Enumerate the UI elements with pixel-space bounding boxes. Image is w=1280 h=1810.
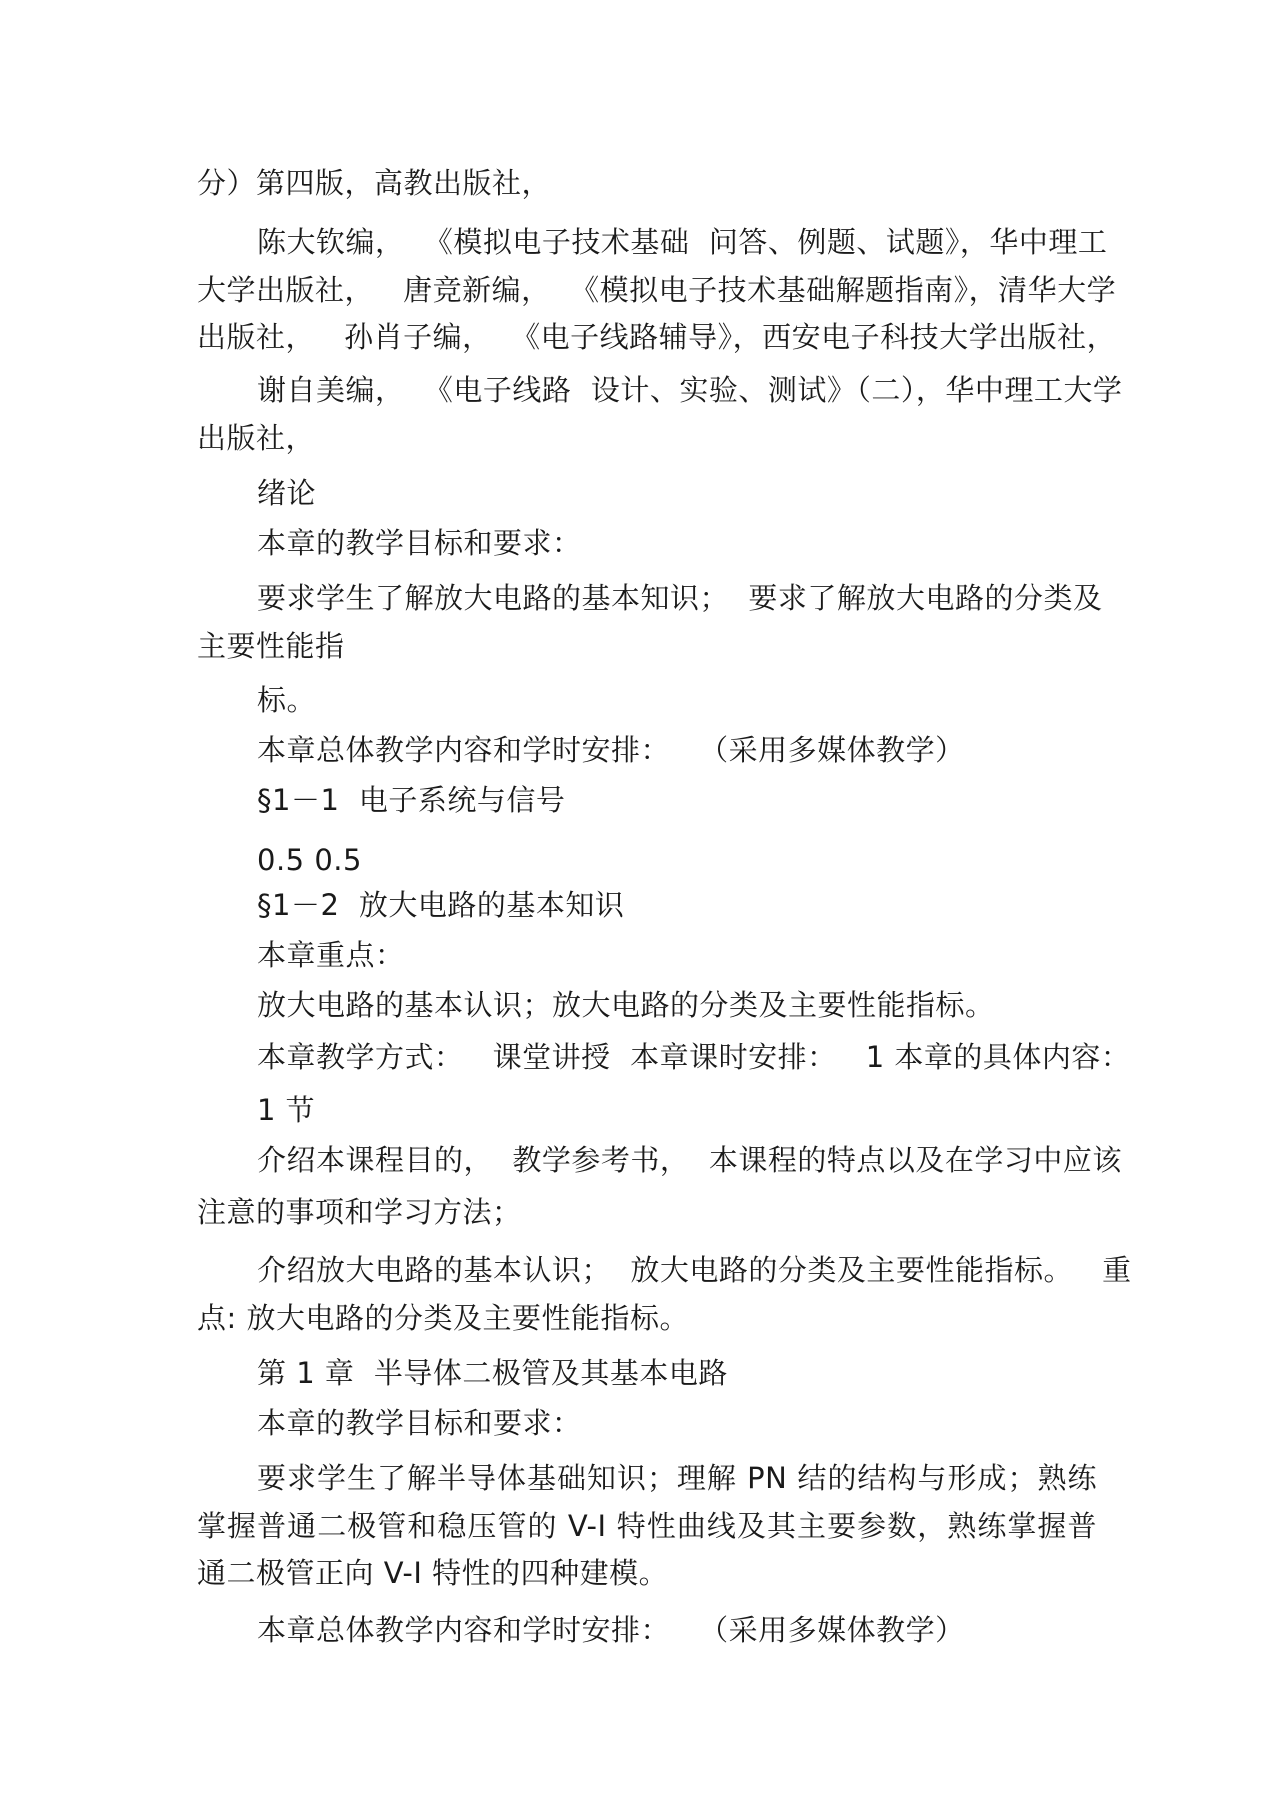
text-line: 点: 放大电路的分类及主要性能指标。 bbox=[197, 1301, 689, 1335]
text-line: 出版社， 孙肖子编， 《电子线路辅导》，西安电子科技大学出版社， bbox=[197, 320, 1117, 354]
text-line: 要求学生了解半导体基础知识；理解 PN 结的结构与形成；熟练 bbox=[257, 1461, 1097, 1495]
text-line: 0.5 0.5 bbox=[257, 843, 362, 877]
text-line: 本章重点： bbox=[257, 938, 405, 972]
text-line: 掌握普通二极管和稳压管的 V-I 特性曲线及其主要参数，熟练掌握普 bbox=[197, 1509, 1097, 1543]
text-line: §1－1 电子系统与信号 bbox=[257, 783, 566, 817]
text-line: 大学出版社， 唐竞新编， 《模拟电子技术基础解题指南》，清华大学 bbox=[197, 273, 1117, 307]
text-line: 要求学生了解放大电路的基本知识； 要求了解放大电路的分类及 bbox=[257, 581, 1103, 615]
text-line: 本章的教学目标和要求： bbox=[257, 526, 582, 560]
text-line: 本章总体教学内容和学时安排： （采用多媒体教学） bbox=[257, 733, 965, 767]
section-heading: 绪论 bbox=[257, 476, 317, 510]
text-line: 谢自美编， 《电子线路 设计、实验、测试》（二），华中理工大学 bbox=[257, 373, 1123, 407]
text-line: 出版社， bbox=[197, 421, 316, 455]
text-line: 陈大钦编， 《模拟电子技术基础 问答、例题、试题》，华中理工 bbox=[257, 225, 1108, 259]
text-line: 标。 bbox=[257, 683, 317, 717]
text-line: 1 节 bbox=[257, 1093, 316, 1127]
text-line: 注意的事项和学习方法； bbox=[197, 1195, 522, 1229]
text-line: 通二极管正向 V-I 特性的四种建模。 bbox=[197, 1556, 669, 1590]
text-line: 本章的教学目标和要求： bbox=[257, 1406, 582, 1440]
text-line: 介绍放大电路的基本认识； 放大电路的分类及主要性能指标。 重 bbox=[257, 1253, 1132, 1287]
chapter-heading: 第 1 章 半导体二极管及其基本电路 bbox=[257, 1356, 728, 1390]
text-line: 介绍本课程目的， 教学参考书， 本课程的特点以及在学习中应该 bbox=[257, 1143, 1122, 1177]
text-line: 本章总体教学内容和学时安排： （采用多媒体教学） bbox=[257, 1613, 965, 1647]
text-line: 放大电路的基本认识；放大电路的分类及主要性能指标。 bbox=[257, 988, 995, 1022]
text-line: §1－2 放大电路的基本知识 bbox=[257, 888, 625, 922]
text-line: 分）第四版，高教出版社， bbox=[197, 166, 552, 200]
text-line: 本章教学方式： 课堂讲授 本章课时安排： 1 本章的具体内容： bbox=[257, 1040, 1131, 1074]
text-line: 主要性能指 bbox=[197, 629, 345, 663]
